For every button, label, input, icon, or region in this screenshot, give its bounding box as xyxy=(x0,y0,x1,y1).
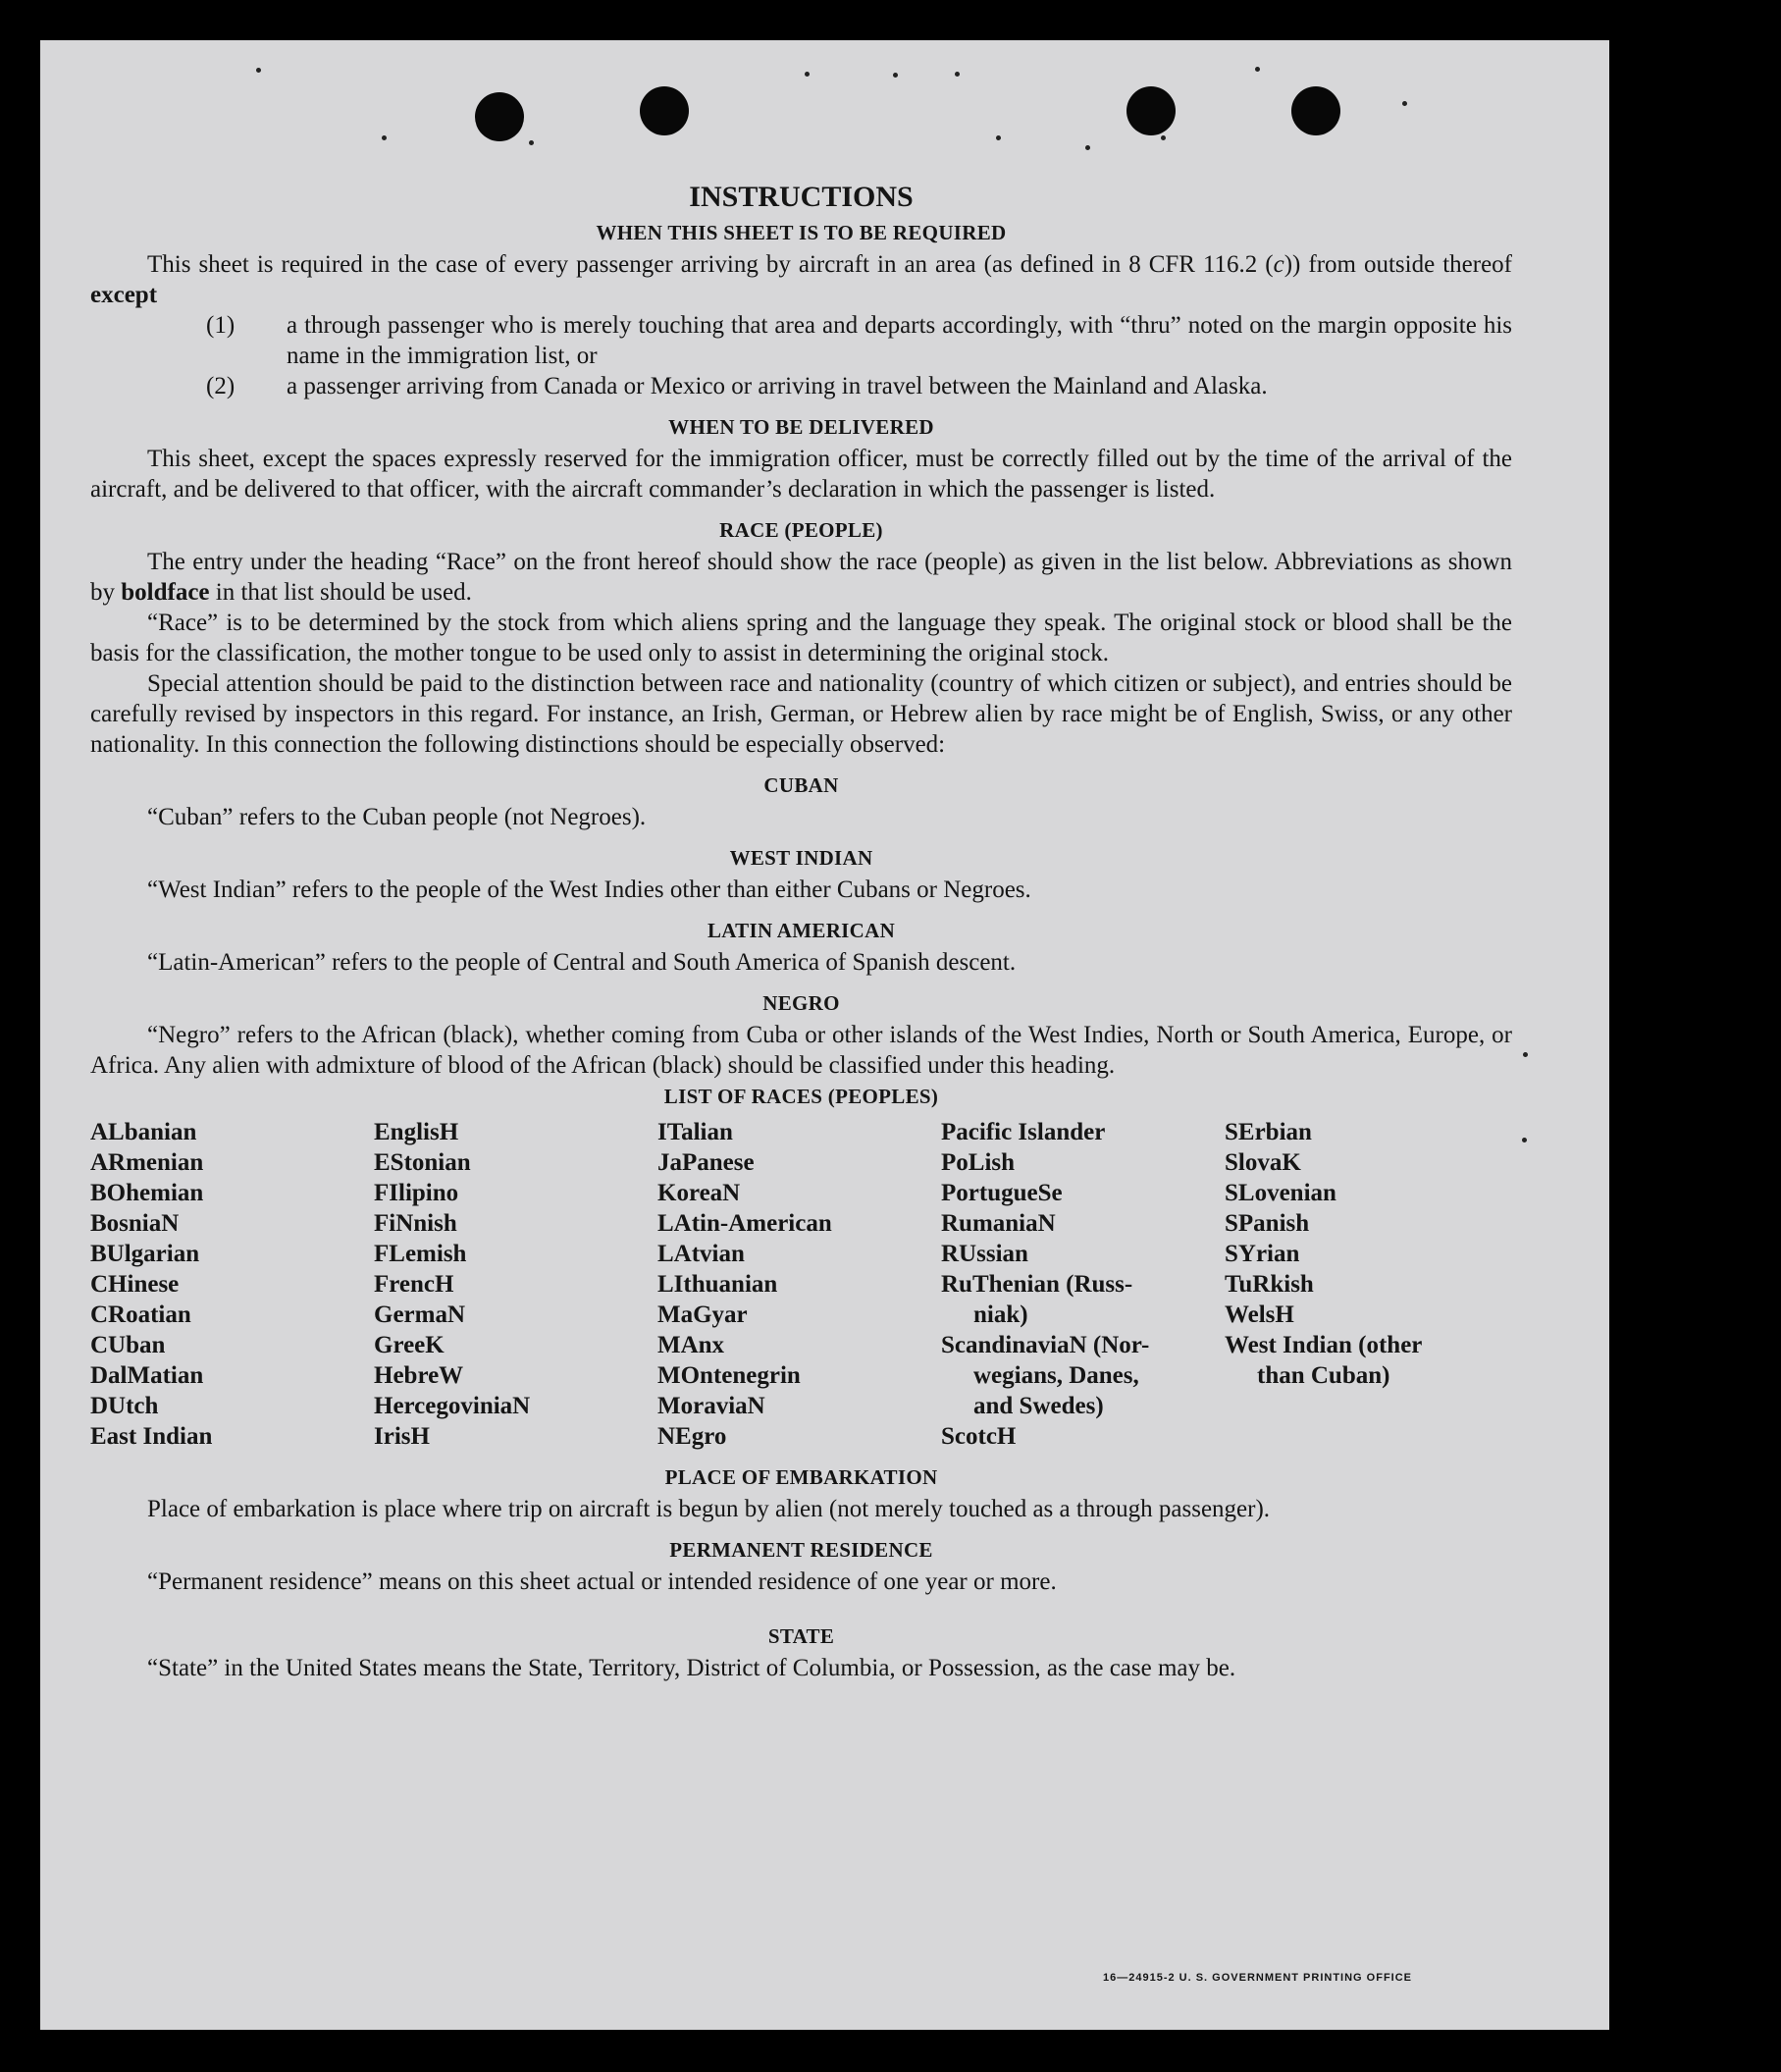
race-entry: HebreW xyxy=(374,1362,464,1389)
race-entry: EnglisH xyxy=(374,1119,459,1145)
race-entry: BOhemian xyxy=(90,1180,204,1206)
dust-speck xyxy=(805,72,810,77)
exception-item-text: a through passenger who is merely touching that area and departs accordingly, with “thru” noted on the margin opposite his name in the immigration list, or xyxy=(287,312,1512,369)
race-entry: SlovaK xyxy=(1225,1149,1301,1176)
race-entry: MAnx xyxy=(657,1332,725,1358)
race-entry: SLovenian xyxy=(1225,1180,1336,1206)
required-paragraph-c: c xyxy=(1273,251,1284,278)
race-entry: MaGyar xyxy=(657,1302,748,1328)
negro-paragraph: “Negro” refers to the African (black), whether coming from Cuba or other islands of the West Indies, North or South America, Europe, or Africa. Any alien with admixture of blood of the African (black) should be classified under this heading. xyxy=(90,1022,1512,1079)
dust-speck xyxy=(529,140,534,145)
section-heading-west-indian: WEST INDIAN xyxy=(729,846,873,870)
race-paragraph-1 xyxy=(90,547,1512,608)
race-entry: GreeK xyxy=(374,1332,445,1358)
required-paragraph-except: except xyxy=(90,282,158,308)
race-entry: BUlgarian xyxy=(90,1241,200,1267)
race-paragraph-3: Special attention should be paid to the distinction between race and nationality (country of which citizen or subject), and entries should be carefully revised by inspectors in this regard. For instance, an Irish, German, or Hebrew alien by race might be of English, Swiss, or any other nationality. In this connection the following distinctions should be especially observed: xyxy=(90,670,1512,758)
race-entry-continued: and Swedes) xyxy=(973,1393,1104,1419)
race-entry: LIthuanian xyxy=(657,1271,778,1298)
race-entry: SPanish xyxy=(1225,1210,1310,1237)
race-paragraph-1-text: The entry under the heading “Race” on the front hereof should show the race (people) as given in the list below. Abbreviations as shown by xyxy=(90,549,1512,606)
punch-hole xyxy=(475,92,524,141)
race-entry: FLemish xyxy=(374,1241,467,1267)
race-entry-continued: than Cuban) xyxy=(1257,1362,1390,1389)
race-paragraph-2: “Race” is to be determined by the stock from which aliens spring and the language they speak. The original stock or blood shall be the basis for the classification, the mother tongue to be used only to assist in determining the original stock. xyxy=(90,610,1512,666)
race-entry: ScandinaviaN (Nor- xyxy=(941,1332,1150,1358)
race-entry: CHinese xyxy=(90,1271,180,1298)
race-entry: LAtin-American xyxy=(657,1210,832,1237)
dust-speck xyxy=(1523,1052,1528,1057)
section-heading-residence: PERMANENT RESIDENCE xyxy=(669,1538,933,1562)
race-entry: DUtch xyxy=(90,1393,159,1419)
race-entry: LAtvian xyxy=(657,1241,745,1267)
dust-speck xyxy=(996,135,1001,140)
race-entry: SErbian xyxy=(1225,1119,1312,1145)
race-entry: TuRkish xyxy=(1225,1271,1314,1298)
race-entry: FrencH xyxy=(374,1271,454,1298)
required-paragraph xyxy=(90,249,1512,310)
race-entry: West Indian (other xyxy=(1225,1332,1423,1358)
document-sheet xyxy=(40,40,1609,2030)
race-entry: FIlipino xyxy=(374,1180,459,1206)
section-heading-list-of-races: LIST OF RACES (PEOPLES) xyxy=(663,1085,939,1108)
race-entry: RuThenian (Russ- xyxy=(941,1271,1133,1298)
race-entry-continued: wegians, Danes, xyxy=(973,1362,1139,1389)
required-paragraph-mid: )) from outside thereof xyxy=(1283,251,1512,278)
latin-american-paragraph: “Latin-American” refers to the people of Central and South America of Spanish descent. xyxy=(147,949,1017,976)
race-entry: East Indian xyxy=(90,1423,213,1450)
race-entry: MOntenegrin xyxy=(657,1362,801,1389)
race-entry: NEgro xyxy=(657,1423,727,1450)
exception-item-text: a passenger arriving from Canada or Mexico or arriving in travel between the Mainland and Alaska. xyxy=(287,373,1268,399)
races-list xyxy=(90,1117,1512,1452)
delivered-paragraph: This sheet, except the spaces expressly reserved for the immigration officer, must be correctly filled out by the time of the arrival of the aircraft, and be delivered to that officer, with the aircraft commander’s declaration in which the passenger is listed. xyxy=(90,446,1512,503)
section-heading-embarkation: PLACE OF EMBARKATION xyxy=(664,1465,938,1489)
section-heading-race: RACE (PEOPLE) xyxy=(719,518,883,542)
punch-hole xyxy=(640,86,689,135)
instructions-content xyxy=(90,178,1512,1683)
punch-hole xyxy=(1291,86,1340,135)
race-entry: WelsH xyxy=(1225,1302,1294,1328)
dust-speck xyxy=(256,68,261,73)
race-entry: BosniaN xyxy=(90,1210,180,1237)
race-entry: MoraviaN xyxy=(657,1393,765,1419)
race-entry: RumaniaN xyxy=(941,1210,1056,1237)
section-heading-state: STATE xyxy=(767,1624,835,1648)
race-entry: ITalian xyxy=(657,1119,733,1145)
race-entry: JaPanese xyxy=(657,1149,755,1176)
section-heading-negro: NEGRO xyxy=(762,991,840,1015)
punch-hole xyxy=(1126,86,1176,135)
race-entry: IrisH xyxy=(374,1423,430,1450)
dust-speck xyxy=(955,72,960,77)
dust-speck xyxy=(1161,135,1166,140)
race-entry: RUssian xyxy=(941,1241,1028,1267)
race-entry: HercegoviniaN xyxy=(374,1393,531,1419)
dust-speck xyxy=(1255,67,1260,72)
dust-speck xyxy=(1085,145,1090,150)
race-entry: PoLish xyxy=(941,1149,1016,1176)
race-entry: FiNnish xyxy=(374,1210,457,1237)
race-entry: SYrian xyxy=(1225,1241,1300,1267)
state-paragraph: “State” in the United States means the State, Territory, District of Columbia, or Possession, as the case may be. xyxy=(147,1655,1236,1681)
cuban-paragraph: “Cuban” refers to the Cuban people (not Negroes). xyxy=(147,804,647,830)
west-indian-paragraph: “West Indian” refers to the people of the West Indies other than either Cubans or Negroes. xyxy=(147,877,1031,903)
races-column-5 xyxy=(1225,1117,1519,1452)
exception-item-number: (1) xyxy=(206,312,236,339)
race-entry: ALbanian xyxy=(90,1119,197,1145)
race-entry: PortugueSe xyxy=(941,1180,1063,1206)
race-entry: KoreaN xyxy=(657,1180,741,1206)
exception-item xyxy=(90,310,1512,371)
races-column-2 xyxy=(374,1117,657,1452)
exception-item xyxy=(90,371,1512,401)
race-entry: ScotcH xyxy=(941,1423,1017,1450)
required-paragraph-text: This sheet is required in the case of every passenger arriving by aircraft in an area (as defined in 8 CFR 116.2 ( xyxy=(147,251,1274,278)
dust-speck xyxy=(1402,101,1407,106)
dust-speck xyxy=(1522,1138,1527,1142)
races-column-1 xyxy=(90,1117,374,1452)
race-entry: CUban xyxy=(90,1332,166,1358)
dust-speck xyxy=(382,135,387,140)
race-entry: DalMatian xyxy=(90,1362,204,1389)
race-paragraph-1-end: in that list should be used. xyxy=(209,579,472,606)
race-entry: GermaN xyxy=(374,1302,466,1328)
printing-office-footer: 16—24915-2 U. S. GOVERNMENT PRINTING OFFICE xyxy=(1103,1972,1413,1984)
race-entry: Pacific Islander xyxy=(941,1119,1106,1145)
race-entry: CRoatian xyxy=(90,1302,191,1328)
page-title: INSTRUCTIONS xyxy=(689,181,914,213)
dust-speck xyxy=(893,73,898,78)
races-column-3 xyxy=(657,1117,941,1452)
section-heading-delivered: WHEN TO BE DELIVERED xyxy=(668,415,934,439)
race-entry: ARmenian xyxy=(90,1149,204,1176)
section-heading-latin-american: LATIN AMERICAN xyxy=(707,919,896,942)
residence-paragraph: “Permanent residence” means on this sheet actual or intended residence of one year or more. xyxy=(147,1568,1057,1595)
section-heading-required: WHEN THIS SHEET IS TO BE REQUIRED xyxy=(596,221,1007,244)
section-heading-cuban: CUBAN xyxy=(763,773,839,797)
embarkation-paragraph: Place of embarkation is place where trip on aircraft is begun by alien (not merely touched as a through passenger). xyxy=(147,1496,1271,1522)
race-paragraph-1-bold: boldface xyxy=(121,579,210,606)
race-entry-continued: niak) xyxy=(973,1302,1028,1328)
exception-item-number: (2) xyxy=(206,373,236,399)
races-column-4 xyxy=(941,1117,1225,1452)
race-entry: EStonian xyxy=(374,1149,471,1176)
